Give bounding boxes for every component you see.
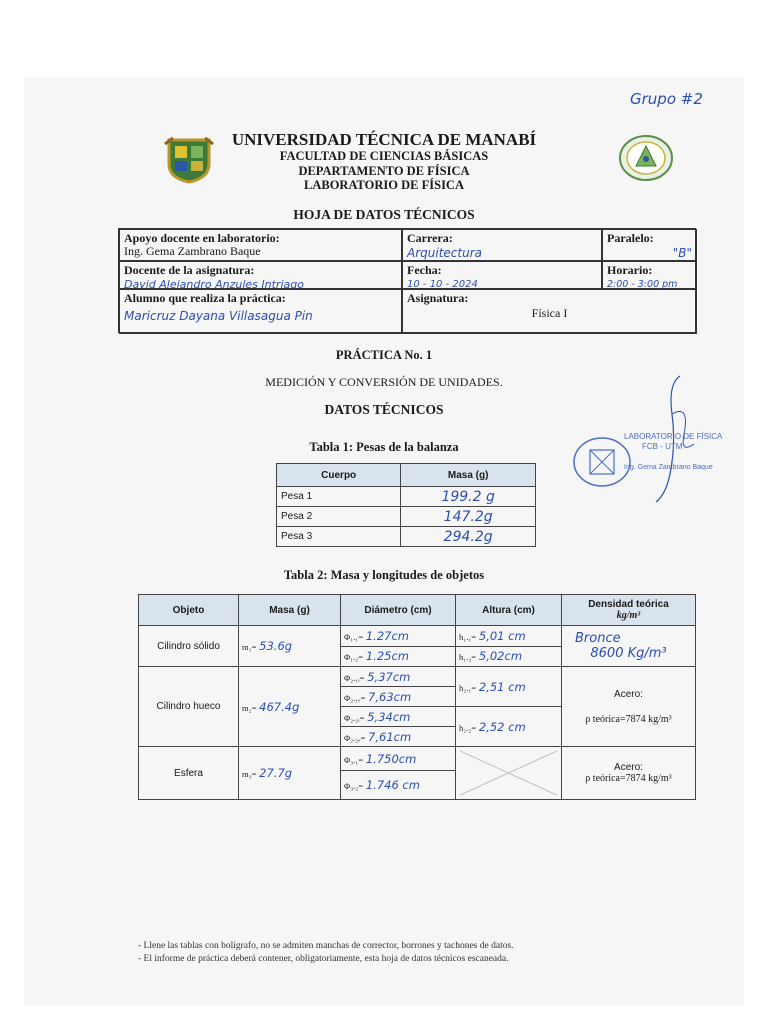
data-title: DATOS TÉCNICOS: [324, 402, 444, 417]
table-2-objects: [138, 594, 696, 800]
cuerpo-cell: Pesa 3: [277, 527, 401, 547]
table-row: [139, 667, 696, 687]
docente-cell: [119, 261, 402, 289]
paralelo-label: Paralelo:: [607, 231, 654, 245]
height-cell: [456, 707, 562, 747]
density-formula: ρ teórica=7874 kg/m³: [585, 773, 672, 784]
diameter-value: 5,34cm: [367, 709, 411, 724]
alumno-label: Alumno que realiza la práctica:: [124, 291, 286, 305]
height-label: h₁.₁=: [459, 631, 477, 642]
masa-cell: 147.2g: [401, 507, 536, 527]
objeto-hueco: Cilindro hueco: [139, 667, 239, 747]
horario-value: 2:00 - 3:00 pm: [607, 279, 678, 290]
mass-value: 467.4g: [259, 699, 300, 714]
fecha-cell: [402, 261, 602, 289]
diameter-label: Φ₃.₁=: [344, 754, 364, 765]
diameter-cell: [341, 727, 456, 747]
cuerpo-cell: Pesa 1: [277, 487, 401, 507]
asignatura-label: Asignatura:: [407, 291, 469, 305]
height-crossed-cell: [456, 747, 562, 800]
footer-note-2: - El informe de práctica deberá contener, obligatoriamente, esta hoja de datos técnicos escaneada.: [138, 954, 509, 964]
alumno-signature: Maricruz Dayana Villasagua Pin: [124, 309, 313, 323]
density-solido-cell: [562, 626, 696, 667]
objeto-esfera: Esfera: [139, 747, 239, 800]
table1-header-masa: Masa (g): [401, 464, 536, 487]
mass-label: m₁=: [242, 642, 257, 652]
height-cell: [456, 626, 562, 647]
asignatura-cell: [402, 289, 697, 334]
table-row: [277, 507, 536, 527]
table2-header-densidad: [562, 595, 696, 626]
diameter-cell: [341, 771, 456, 800]
diameter-label: Φ₃.₂=: [344, 781, 364, 792]
densidad-unit: kg/m³: [616, 610, 641, 621]
diameter-value: 7,61cm: [368, 729, 412, 744]
table-row: [277, 527, 536, 547]
density-formula: ρ teórica=7874 kg/m³: [585, 713, 672, 725]
diameter-cell: [341, 626, 456, 647]
practice-subtitle: MEDICIÓN Y CONVERSIÓN DE UNIDADES.: [265, 375, 503, 389]
university-name: UNIVERSIDAD TÉCNICA DE MANABÍ: [231, 130, 537, 149]
asignatura-value: Física I: [531, 306, 568, 320]
density-value: 8600 Kg/m³: [590, 646, 667, 661]
faculty-name: FACULTAD DE CIENCIAS BÁSICAS: [279, 149, 489, 163]
table2-header-diametro: Diámetro (cm): [341, 595, 456, 626]
table-row: [277, 487, 536, 507]
height-cell: [456, 646, 562, 667]
carrera-value: Arquitectura: [407, 246, 482, 260]
carrera-label: Carrera:: [407, 231, 453, 245]
diameter-cell: [341, 646, 456, 667]
masa-hueco-cell: [239, 667, 341, 747]
masa-cell: 199.2 g: [401, 487, 536, 507]
table2-caption: Tabla 2: Masa y longitudes de objetos: [283, 568, 485, 582]
diameter-value: 5,37cm: [367, 669, 411, 684]
info-box: [118, 228, 696, 333]
fecha-label: Fecha:: [407, 263, 442, 277]
table2-header-objeto: Objeto: [139, 595, 239, 626]
diameter-value: 1.746 cm: [365, 778, 420, 793]
cuerpo-cell: Pesa 2: [277, 507, 401, 527]
stamp-line-3: Ing. Gema Zambrano Baque: [624, 464, 713, 471]
department-name: DEPARTAMENTO DE FÍSICA: [298, 164, 470, 178]
stamp-line-1: LABORATORIO DE FÍSICA: [624, 432, 723, 441]
density-title: Acero:: [614, 762, 643, 773]
mass-label: m₂=: [242, 702, 257, 713]
alumno-cell: [119, 289, 402, 334]
diameter-value: 7,63cm: [368, 689, 412, 704]
diameter-label: Φ₂.₂ᵢ=: [344, 712, 365, 723]
horario-cell: [602, 261, 697, 289]
cross-out-icon: [456, 747, 561, 799]
height-value: 5,02cm: [478, 649, 523, 664]
diameter-label: Φ₂.₁ᵢ=: [344, 672, 365, 683]
density-esfera-cell: [562, 747, 696, 800]
footer-note-1: - Llene las tablas con bolígrafo, no se admiten manchas de corrector, borrones y tachones de datos.: [138, 941, 514, 951]
diameter-cell: [341, 747, 456, 771]
apoyo-value: Ing. Gema Zambrano Baque: [124, 244, 261, 258]
masa-esfera-cell: [239, 747, 341, 800]
diameter-value: 1.27cm: [365, 628, 409, 643]
carrera-cell: [402, 229, 602, 261]
practice-title: PRÁCTICA No. 1: [335, 348, 433, 362]
diameter-label: Φ₁.₁=: [344, 631, 364, 642]
mass-value: 53.6g: [259, 639, 293, 653]
paralelo-cell: [602, 229, 697, 261]
table1-header-row: [277, 464, 536, 487]
paralelo-value: "B": [672, 246, 692, 260]
height-label: h₁.₂=: [459, 652, 477, 663]
group-label: Grupo #2: [630, 90, 703, 108]
height-value: 2,51 cm: [478, 679, 526, 694]
height-label: h₂.₁=: [459, 682, 477, 693]
masa-cell: 294.2g: [401, 527, 536, 547]
diameter-label: Φ₁.₂=: [344, 652, 364, 663]
apoyo-label: Apoyo docente en laboratorio:: [124, 231, 280, 245]
fecha-value: 10 - 10 - 2024: [407, 279, 478, 290]
diameter-cell: [341, 707, 456, 727]
density-title: Acero:: [614, 688, 643, 700]
table1-caption: Tabla 1: Pesas de la balanza: [309, 440, 459, 454]
table2-header-masa: Masa (g): [239, 595, 341, 626]
mass-label: m₃=: [242, 769, 257, 779]
density-hueco-cell: [562, 667, 696, 747]
mass-value: 27.7g: [259, 766, 293, 780]
docente-value: David Alejandro Anzules Intriago: [124, 278, 304, 291]
sheet-title: HOJA DE DATOS TÉCNICOS: [293, 207, 475, 222]
diameter-value: 1.25cm: [365, 649, 409, 664]
table1-header-cuerpo: Cuerpo: [277, 464, 401, 487]
diameter-label: Φ₂.₂ₑ=: [344, 732, 366, 743]
table2-header-row: [139, 595, 696, 626]
table-row: [139, 626, 696, 647]
height-cell: [456, 667, 562, 707]
table-row: [139, 747, 696, 771]
table-1-weights: [276, 463, 536, 547]
diameter-cell: [341, 667, 456, 687]
height-value: 5,01 cm: [478, 628, 526, 643]
horario-label: Horario:: [607, 263, 653, 277]
height-value: 2,52 cm: [478, 719, 526, 734]
diameter-label: Φ₂.₁ₑ=: [344, 692, 366, 703]
objeto-solido: Cilindro sólido: [139, 626, 239, 667]
diameter-value: 1.750cm: [365, 751, 417, 766]
apoyo-cell: [119, 229, 402, 261]
density-material: Bronce: [575, 631, 621, 646]
height-label: h₂.₂=: [459, 722, 477, 733]
densidad-label: Densidad teórica: [588, 599, 669, 610]
masa-solido-cell: [239, 626, 341, 667]
table2-header-altura: Altura (cm): [456, 595, 562, 626]
laboratory-name: LABORATORIO DE FÍSICA: [304, 178, 464, 192]
stamp-line-2: FCB - UTM: [642, 442, 683, 451]
diameter-cell: [341, 687, 456, 707]
docente-label: Docente de la asignatura:: [124, 263, 255, 277]
